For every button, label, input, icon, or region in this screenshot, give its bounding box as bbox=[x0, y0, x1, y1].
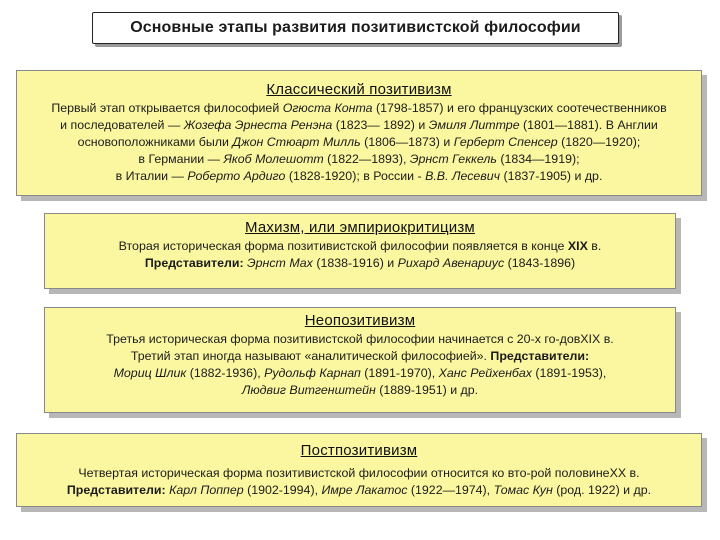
text-run: (1902-1994), bbox=[243, 483, 322, 497]
stage-heading: Классический позитивизм bbox=[266, 81, 452, 98]
person-name: Эмиля Литтре bbox=[428, 118, 520, 132]
description-line bbox=[23, 151, 695, 168]
person-name: Рудольф Карнап bbox=[264, 366, 361, 380]
text-run: (1806—1873) и bbox=[360, 135, 454, 149]
person-name: Мориц Шлик bbox=[113, 366, 187, 380]
stage-description bbox=[23, 465, 695, 499]
text-run: (род. 1922) и др. bbox=[552, 483, 652, 497]
person-name: Карл Поппер bbox=[169, 483, 244, 497]
text-run: (1889-1951) и др. bbox=[375, 383, 479, 397]
text-run: (1820—1920); bbox=[557, 135, 641, 149]
stage-description bbox=[51, 331, 669, 399]
description-line bbox=[23, 482, 695, 499]
person-name: Рихард Авенариус bbox=[397, 256, 505, 270]
text-run: (1922—1974), bbox=[407, 483, 494, 497]
person-name: Герберт Спенсер bbox=[453, 135, 558, 149]
text-run: (1798-1857) и его французских соотечественников bbox=[372, 101, 667, 115]
text-run: Первый этап открывается философией bbox=[51, 101, 283, 115]
description-line bbox=[51, 255, 669, 272]
stage-description bbox=[51, 238, 669, 272]
text-run: (1828-1920); в России - bbox=[285, 169, 426, 183]
bold-label: Представители: bbox=[66, 483, 166, 497]
person-name: Имре Лакатос bbox=[321, 483, 408, 497]
text-run: (1838-1916) и bbox=[312, 256, 398, 270]
person-name: Эрнст Мах bbox=[247, 256, 313, 270]
description-line bbox=[23, 465, 695, 482]
stage-card-machism bbox=[44, 213, 676, 289]
description-line bbox=[51, 365, 669, 382]
person-name: Огюста Конта bbox=[282, 101, 373, 115]
stage-card-postpositivism bbox=[16, 433, 702, 507]
description-line bbox=[23, 134, 695, 151]
stage-description bbox=[23, 100, 695, 185]
person-name: Якоб Молешотт bbox=[223, 152, 324, 166]
stage-heading: Постпозитивизм bbox=[300, 442, 418, 459]
text-run: (1834—1919); bbox=[496, 152, 580, 166]
text-run: (1882-1936), bbox=[186, 366, 265, 380]
text-run: и последователей — bbox=[60, 118, 184, 132]
text-run: Третья историческая форма позитивистской философии начинается с 20-х го-довXIX в. bbox=[106, 332, 614, 346]
text-run: основоположниками были bbox=[77, 135, 233, 149]
person-name: Людвиг Витгенштейн bbox=[241, 383, 376, 397]
text-run: (1822—1893), bbox=[323, 152, 410, 166]
stage-card-neopositivism bbox=[44, 307, 676, 413]
description-line bbox=[23, 100, 695, 117]
text-run: (1843-1896) bbox=[504, 256, 576, 270]
person-name: Джон Стюарт Милль bbox=[232, 135, 361, 149]
person-name: Эрнст Геккель bbox=[409, 152, 497, 166]
stage-card-classical-positivism bbox=[16, 70, 702, 196]
stage-heading: Махизм, или эмпириокритицизм bbox=[245, 219, 475, 236]
text-run: (1823— 1892) и bbox=[332, 118, 429, 132]
diagram-title: Основные этапы развития позитивистской философии bbox=[92, 12, 619, 44]
person-name: Жозефа Эрнеста Ренэна bbox=[183, 118, 333, 132]
bold-label: Представители: bbox=[490, 349, 590, 363]
person-name: Томас Кун bbox=[493, 483, 553, 497]
text-run: в. bbox=[587, 239, 602, 253]
description-line bbox=[51, 382, 669, 399]
stage-heading: Неопозитивизм bbox=[304, 312, 416, 329]
description-line bbox=[23, 117, 695, 134]
person-name: Роберто Ардиго bbox=[187, 169, 286, 183]
bold-label: Представители: bbox=[144, 256, 244, 270]
description-line bbox=[51, 238, 669, 255]
text-run: Четвертая историческая форма позитивистской философии относится ко вто-рой половинеXX в. bbox=[78, 466, 640, 480]
text-run: (1837-1905) и др. bbox=[500, 169, 603, 183]
text-run: (1891-1953), bbox=[531, 366, 607, 380]
description-line bbox=[51, 348, 669, 365]
text-run: Вторая историческая форма позитивистской философии появляется в конце bbox=[118, 239, 568, 253]
text-run: Третий этап иногда называют «аналитической философией». bbox=[130, 349, 491, 363]
text-run: в Италии — bbox=[115, 169, 188, 183]
person-name: В.В. Лесевич bbox=[425, 169, 501, 183]
text-run: (1801—1881). В Англии bbox=[519, 118, 658, 132]
text-run: в Германии — bbox=[138, 152, 224, 166]
text-run: (1891-1970), bbox=[360, 366, 439, 380]
description-line bbox=[23, 168, 695, 185]
bold-label: XIX bbox=[567, 239, 588, 253]
person-name: Ханс Рейхенбах bbox=[438, 366, 532, 380]
description-line bbox=[51, 331, 669, 348]
